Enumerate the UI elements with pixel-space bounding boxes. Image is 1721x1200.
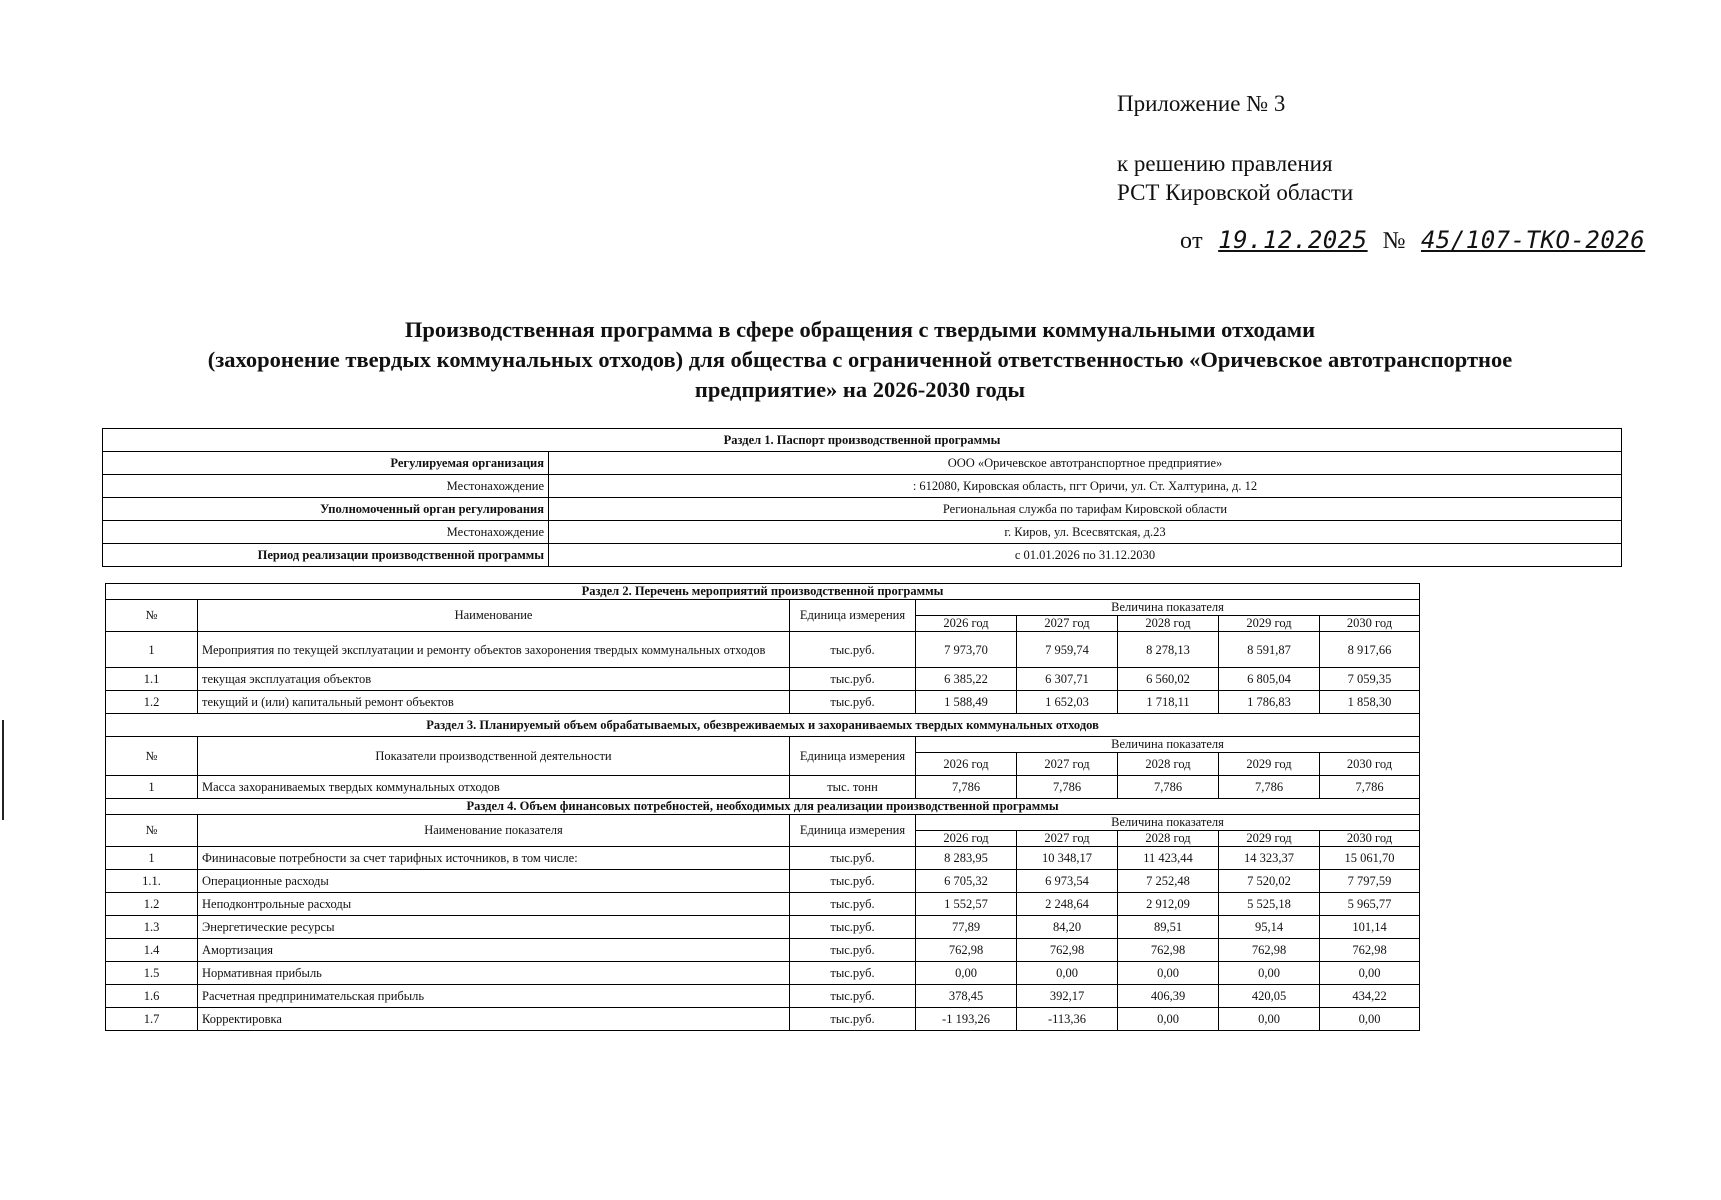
s2-year: 2029 год <box>1219 616 1320 632</box>
appendix-label: Приложение № 3 <box>1117 91 1286 116</box>
row-value: 2 912,09 <box>1118 893 1219 916</box>
s3-col-value: Величина показателя <box>916 737 1420 753</box>
row-value: 2 248,64 <box>1017 893 1118 916</box>
row-name: текущая эксплуатация объектов <box>198 668 790 691</box>
row-value: 392,17 <box>1017 985 1118 1008</box>
row-unit: тыс.руб. <box>790 668 916 691</box>
row-name: Фининасовые потребности за счет тарифных источников, в том числе: <box>198 847 790 870</box>
row-unit: тыс.руб. <box>790 632 916 668</box>
row-value: 15 061,70 <box>1320 847 1420 870</box>
row-name: Мероприятия по текущей эксплуатации и ремонту объектов захоронения твердых коммунальных отходов <box>198 632 790 668</box>
section1-row <box>103 475 1622 498</box>
section4-title: Раздел 4. Объем финансовых потребностей, необходимых для реализации производственной программы <box>106 799 1420 815</box>
document-title <box>110 315 1610 405</box>
table-row <box>106 893 1420 916</box>
row-value: 6 973,54 <box>1017 870 1118 893</box>
s2-col-unit: Единица измерения <box>790 600 916 632</box>
s4-col-name: Наименование показателя <box>198 815 790 847</box>
s1-value: г. Киров, ул. Всесвятская, д.23 <box>549 521 1622 544</box>
row-name: Корректировка <box>198 1008 790 1031</box>
table-row <box>106 870 1420 893</box>
row-value: 8 278,13 <box>1118 632 1219 668</box>
table-row <box>106 691 1420 714</box>
table-row <box>106 632 1420 668</box>
s2-col-name: Наименование <box>198 600 790 632</box>
table-row <box>106 916 1420 939</box>
row-value: 0,00 <box>1017 962 1118 985</box>
s2-year: 2026 год <box>916 616 1017 632</box>
row-unit: тыс.руб. <box>790 962 916 985</box>
row-num: 1.2 <box>106 893 198 916</box>
section3-title: Раздел 3. Планируемый объем обрабатываемых, обезвреживаемых и захораниваемых твердых коммунальных отходов <box>106 714 1420 737</box>
row-value: 7 252,48 <box>1118 870 1219 893</box>
s4-col-num: № <box>106 815 198 847</box>
row-unit: тыс.руб. <box>790 939 916 962</box>
s1-label: Уполномоченный орган регулирования <box>103 498 549 521</box>
row-value: 8 283,95 <box>916 847 1017 870</box>
row-name: Энергетические ресурсы <box>198 916 790 939</box>
row-value: 6 385,22 <box>916 668 1017 691</box>
row-value: 762,98 <box>916 939 1017 962</box>
s1-label: Период реализации производственной программы <box>103 544 549 567</box>
row-value: 7,786 <box>1017 776 1118 799</box>
s4-year: 2028 год <box>1118 831 1219 847</box>
s2-year: 2027 год <box>1017 616 1118 632</box>
row-value: 7,786 <box>1219 776 1320 799</box>
row-value: 95,14 <box>1219 916 1320 939</box>
sections-table <box>105 583 1420 1031</box>
row-value: 762,98 <box>1320 939 1420 962</box>
row-value: 0,00 <box>1219 1008 1320 1031</box>
row-value: 762,98 <box>1017 939 1118 962</box>
row-unit: тыс.руб. <box>790 1008 916 1031</box>
s2-year: 2028 год <box>1118 616 1219 632</box>
scan-edge-mark <box>2 720 4 820</box>
s4-year: 2029 год <box>1219 831 1320 847</box>
row-value: 1 588,49 <box>916 691 1017 714</box>
row-value: 0,00 <box>1118 1008 1219 1031</box>
row-unit: тыс.руб. <box>790 893 916 916</box>
row-num: 1.5 <box>106 962 198 985</box>
section1-title: Раздел 1. Паспорт производственной программы <box>103 429 1622 452</box>
row-value: 84,20 <box>1017 916 1118 939</box>
row-num: 1 <box>106 776 198 799</box>
row-num: 1.1. <box>106 870 198 893</box>
s1-value: с 01.01.2026 по 31.12.2030 <box>549 544 1622 567</box>
s1-value: ООО «Оричевское автотранспортное предприятие» <box>549 452 1622 475</box>
row-value: 1 652,03 <box>1017 691 1118 714</box>
row-num: 1.2 <box>106 691 198 714</box>
table-row <box>106 1008 1420 1031</box>
row-name: Операционные расходы <box>198 870 790 893</box>
s3-col-name: Показатели производственной деятельности <box>198 737 790 776</box>
row-value: 7 520,02 <box>1219 870 1320 893</box>
row-value: 6 560,02 <box>1118 668 1219 691</box>
row-value: 7 797,59 <box>1320 870 1420 893</box>
row-value: -1 193,26 <box>916 1008 1017 1031</box>
row-value: 5 965,77 <box>1320 893 1420 916</box>
row-value: -113,36 <box>1017 1008 1118 1031</box>
row-value: 1 718,11 <box>1118 691 1219 714</box>
from-label: от <box>1180 228 1204 254</box>
row-value: 0,00 <box>916 962 1017 985</box>
row-value: 0,00 <box>1118 962 1219 985</box>
s4-year: 2030 год <box>1320 831 1420 847</box>
row-value: 1 552,57 <box>916 893 1017 916</box>
row-value: 762,98 <box>1219 939 1320 962</box>
s1-value: Региональная служба по тарифам Кировской области <box>549 498 1622 521</box>
row-name: Амортизация <box>198 939 790 962</box>
s2-col-value: Величина показателя <box>916 600 1420 616</box>
row-num: 1.1 <box>106 668 198 691</box>
row-name: Нормативная прибыль <box>198 962 790 985</box>
row-name: текущий и (или) капитальный ремонт объектов <box>198 691 790 714</box>
section1-row <box>103 544 1622 567</box>
row-value: 77,89 <box>916 916 1017 939</box>
row-value: 0,00 <box>1320 962 1420 985</box>
row-value: 11 423,44 <box>1118 847 1219 870</box>
row-value: 7,786 <box>916 776 1017 799</box>
row-value: 89,51 <box>1118 916 1219 939</box>
row-name: Неподконтрольные расходы <box>198 893 790 916</box>
row-value: 7 973,70 <box>916 632 1017 668</box>
row-value: 762,98 <box>1118 939 1219 962</box>
row-value: 406,39 <box>1118 985 1219 1008</box>
s4-year: 2026 год <box>916 831 1017 847</box>
table-row <box>106 668 1420 691</box>
row-value: 1 858,30 <box>1320 691 1420 714</box>
s4-col-value: Величина показателя <box>916 815 1420 831</box>
s3-col-unit: Единица измерения <box>790 737 916 776</box>
row-num: 1.4 <box>106 939 198 962</box>
row-value: 6 805,04 <box>1219 668 1320 691</box>
row-value: 10 348,17 <box>1017 847 1118 870</box>
row-value: 378,45 <box>916 985 1017 1008</box>
row-unit: тыс.руб. <box>790 870 916 893</box>
s2-col-num: № <box>106 600 198 632</box>
table-row <box>106 847 1420 870</box>
s1-value: : 612080, Кировская область, пгт Оричи, ул. Ст. Халтурина, д. 12 <box>549 475 1622 498</box>
row-num: 1.6 <box>106 985 198 1008</box>
row-unit: тыс.руб. <box>790 691 916 714</box>
row-value: 7,786 <box>1118 776 1219 799</box>
table-row <box>106 776 1420 799</box>
section2-title: Раздел 2. Перечень мероприятий производственной программы <box>106 584 1420 600</box>
row-value: 1 786,83 <box>1219 691 1320 714</box>
section1-table <box>102 428 1622 567</box>
decision-line-1: к решению правления <box>1117 151 1333 176</box>
row-value: 0,00 <box>1320 1008 1420 1031</box>
row-value: 6 705,32 <box>916 870 1017 893</box>
s1-label: Регулируемая организация <box>103 452 549 475</box>
s4-col-unit: Единица измерения <box>790 815 916 847</box>
row-unit: тыс. тонн <box>790 776 916 799</box>
decision-date: 19.12.2025 <box>1218 226 1368 254</box>
table-row <box>106 939 1420 962</box>
decision-date-number <box>1180 226 1645 255</box>
table-row <box>106 985 1420 1008</box>
row-num: 1.7 <box>106 1008 198 1031</box>
row-value: 0,00 <box>1219 962 1320 985</box>
row-unit: тыс.руб. <box>790 847 916 870</box>
s3-year: 2029 год <box>1219 753 1320 776</box>
s3-year: 2028 год <box>1118 753 1219 776</box>
row-value: 5 525,18 <box>1219 893 1320 916</box>
row-num: 1 <box>106 632 198 668</box>
s3-col-num: № <box>106 737 198 776</box>
s2-year: 2030 год <box>1320 616 1420 632</box>
row-value: 434,22 <box>1320 985 1420 1008</box>
row-value: 14 323,37 <box>1219 847 1320 870</box>
row-name: Расчетная предпринимательская прибыль <box>198 985 790 1008</box>
s4-year: 2027 год <box>1017 831 1118 847</box>
s3-year: 2026 год <box>916 753 1017 776</box>
title-line-3: предприятие» на 2026-2030 годы <box>694 377 1026 402</box>
decision-line-2: РСТ Кировской области <box>1117 180 1354 205</box>
s1-label: Местонахождение <box>103 521 549 544</box>
title-line-1: Производственная программа в сфере обращения с твердыми коммунальными отходами <box>404 317 1316 342</box>
number-label: № <box>1382 228 1406 254</box>
s3-year: 2027 год <box>1017 753 1118 776</box>
row-value: 8 591,87 <box>1219 632 1320 668</box>
row-value: 7,786 <box>1320 776 1420 799</box>
section1-row <box>103 521 1622 544</box>
row-value: 8 917,66 <box>1320 632 1420 668</box>
title-line-2: (захоронение твердых коммунальных отходов) для общества с ограниченной ответственностью «Оричевское автотранспортное <box>207 347 1513 372</box>
s1-label: Местонахождение <box>103 475 549 498</box>
table-row <box>106 962 1420 985</box>
row-value: 420,05 <box>1219 985 1320 1008</box>
row-unit: тыс.руб. <box>790 916 916 939</box>
row-value: 6 307,71 <box>1017 668 1118 691</box>
decision-number: 45/107-ТКО-2026 <box>1420 226 1646 254</box>
row-unit: тыс.руб. <box>790 985 916 1008</box>
section1-row <box>103 452 1622 475</box>
row-value: 7 059,35 <box>1320 668 1420 691</box>
row-value: 101,14 <box>1320 916 1420 939</box>
row-name: Масса захораниваемых твердых коммунальных отходов <box>198 776 790 799</box>
s3-year: 2030 год <box>1320 753 1420 776</box>
row-value: 7 959,74 <box>1017 632 1118 668</box>
row-num: 1.3 <box>106 916 198 939</box>
row-num: 1 <box>106 847 198 870</box>
section1-row <box>103 498 1622 521</box>
